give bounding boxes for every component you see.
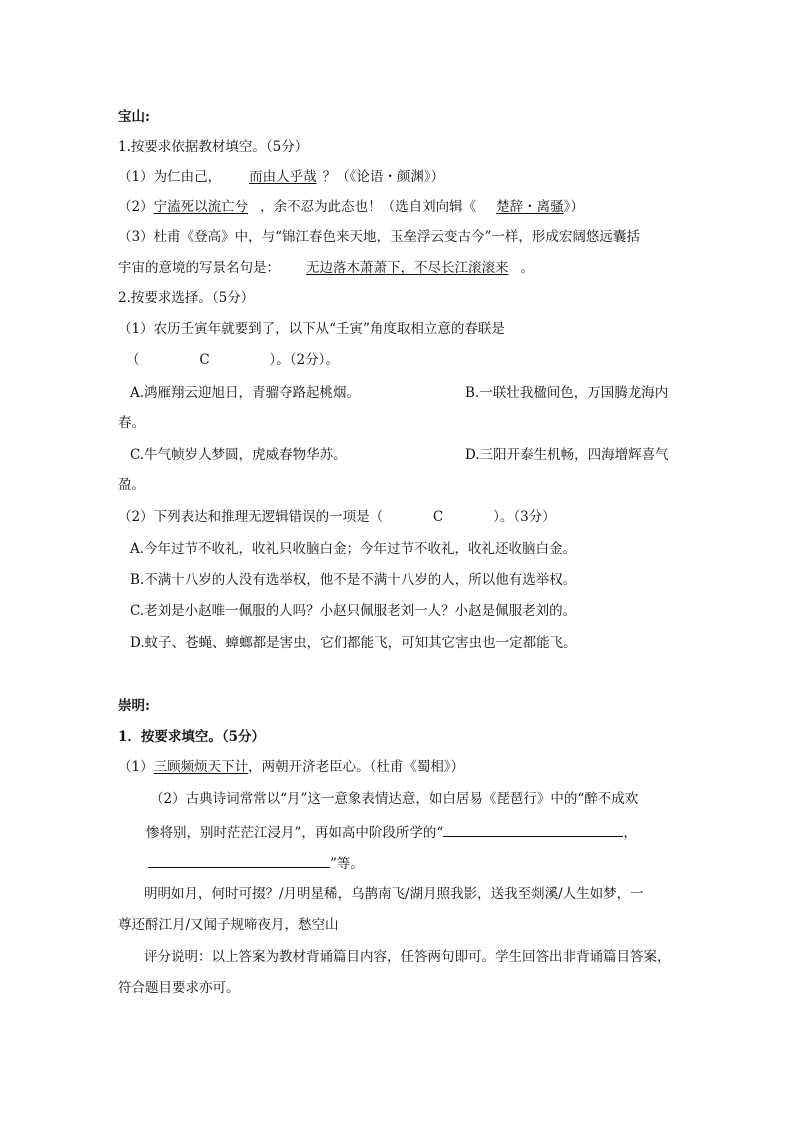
answer-underlined: 三顾频烦天下计 [153,759,249,775]
scoring-note-line-2: 符合题目要求亦可。 [118,980,240,996]
item-text: （2）下列表达和推理无逻辑错误的一项是（ [118,509,384,525]
answer-choice: C [432,509,444,525]
fill-blank[interactable] [443,822,623,837]
question-2-sub-2 [118,508,556,526]
chongming-item-1 [118,758,464,776]
reference-answer-line-1: 明明如月，何时可掇？/月明星稀，乌鹊南飞/湖月照我影，送我至剡溪/人生如梦，一 [144,886,644,902]
fill-blank[interactable] [148,853,330,868]
question-2-sub-1-line-1: （1）农历壬寅年就要到了，以下从“壬寅”角度取相立意的春联是 [118,321,505,337]
option-d-cont: 盈。 [118,477,145,493]
item-text: ）。（3分） [493,509,556,525]
question-1-item-1 [118,168,444,186]
chongming-question-1-title: 1．按要求填空。（5分） [118,729,266,745]
question-2-sub-1-line-2 [126,351,339,369]
scoring-note-line-1: 评分说明：以上答案为教材背诵篇目内容，任答两句即可。学生回答出非背诵篇目答案， [144,949,671,965]
chongming-item-2-line-3 [148,853,364,873]
answer-choice: C [199,352,210,368]
question-2-title: 2.按要求选择。（5分） [118,290,255,306]
chongming-item-2-line-1: （2）古典诗词常常以“月”这一意象表情达意，如白居易《琵琶行》中的“醉不成欢 [150,791,639,807]
item-text: （2） [118,199,154,215]
item-text: 惨将别，别时茫茫江浸月”，再如高中阶段所学的“ [146,825,444,841]
section-heading-baoshan: 宝山: [118,109,150,125]
item-text: ，余不忍为此态也！（选自刘向辑《 [260,199,477,215]
sub-2-option-a: A.今年过节不收礼，收礼只收脑白金；今年过节不收礼，收礼还收脑白金。 [130,541,577,557]
answer-underlined: 楚辞・离骚 [496,199,564,215]
sub-2-option-b: B.不满十八岁的人没有选举权，他不是不满十八岁的人，所以他有选举权。 [130,572,577,588]
option-b-cont: 春。 [118,415,145,431]
option-a: A.鸿雁翔云迎旭日，青骝夺路起桃烟。 [130,385,361,401]
item-text: 。 [520,260,534,276]
item-text: （1）为仁由己， [118,169,222,185]
chongming-item-2-line-2 [146,822,637,842]
answer-underlined: 无边落木萧萧下，不尽长江滚滚来 [306,260,509,276]
reference-answer-line-2: 尊还酹江月/又闻子规啼夜月，愁空山 [118,917,339,933]
answer-underlined: 而由人乎哉 [249,169,317,185]
item-text: ，两朝开济老臣心。（杜甫《蜀相》） [248,759,465,775]
item-text: 》） [563,199,584,215]
question-1-item-2 [118,198,584,216]
item-text: （ [126,352,140,368]
item-text: （1） [118,759,154,775]
option-d: D.三阳开泰生机畅，四海增辉喜气 [465,447,669,463]
question-1-item-3-line-1: （3）杜甫《登高》中，与“锦江春色来天地，玉垒浮云变古今”一样，形成宏阔悠远囊括 [118,229,640,245]
item-text: ）。（2分）。 [269,352,339,368]
question-1-title: 1.按要求依据教材填空。（5分） [118,139,309,155]
option-b: B.一联壮我楹间色，万国腾龙海内 [465,385,669,401]
blank-tail [248,199,260,215]
answer-underlined: 宁溘死以流亡兮 [153,199,249,215]
sub-2-option-c: C.老刘是小赵唯一佩服的人吗？小赵只佩服老刘一人？小赵是佩服老刘的。 [130,603,577,619]
item-text: ， [623,825,637,841]
question-1-item-3-line-2 [118,259,534,277]
section-heading-chongming: 崇明: [118,698,150,714]
item-text: 宇宙的意境的写景名句是： [118,260,280,276]
item-text: ”等。 [330,856,364,872]
item-text: ？（《论语・颜渊》） [322,169,445,185]
option-c: C.牛气帧岁人梦圆，虎威春物华苏。 [130,447,347,463]
sub-2-option-d: D.蚊子、苍蝇、蟑螂都是害虫，它们都能飞，可知其它害虫也一定都能飞。 [130,635,577,651]
